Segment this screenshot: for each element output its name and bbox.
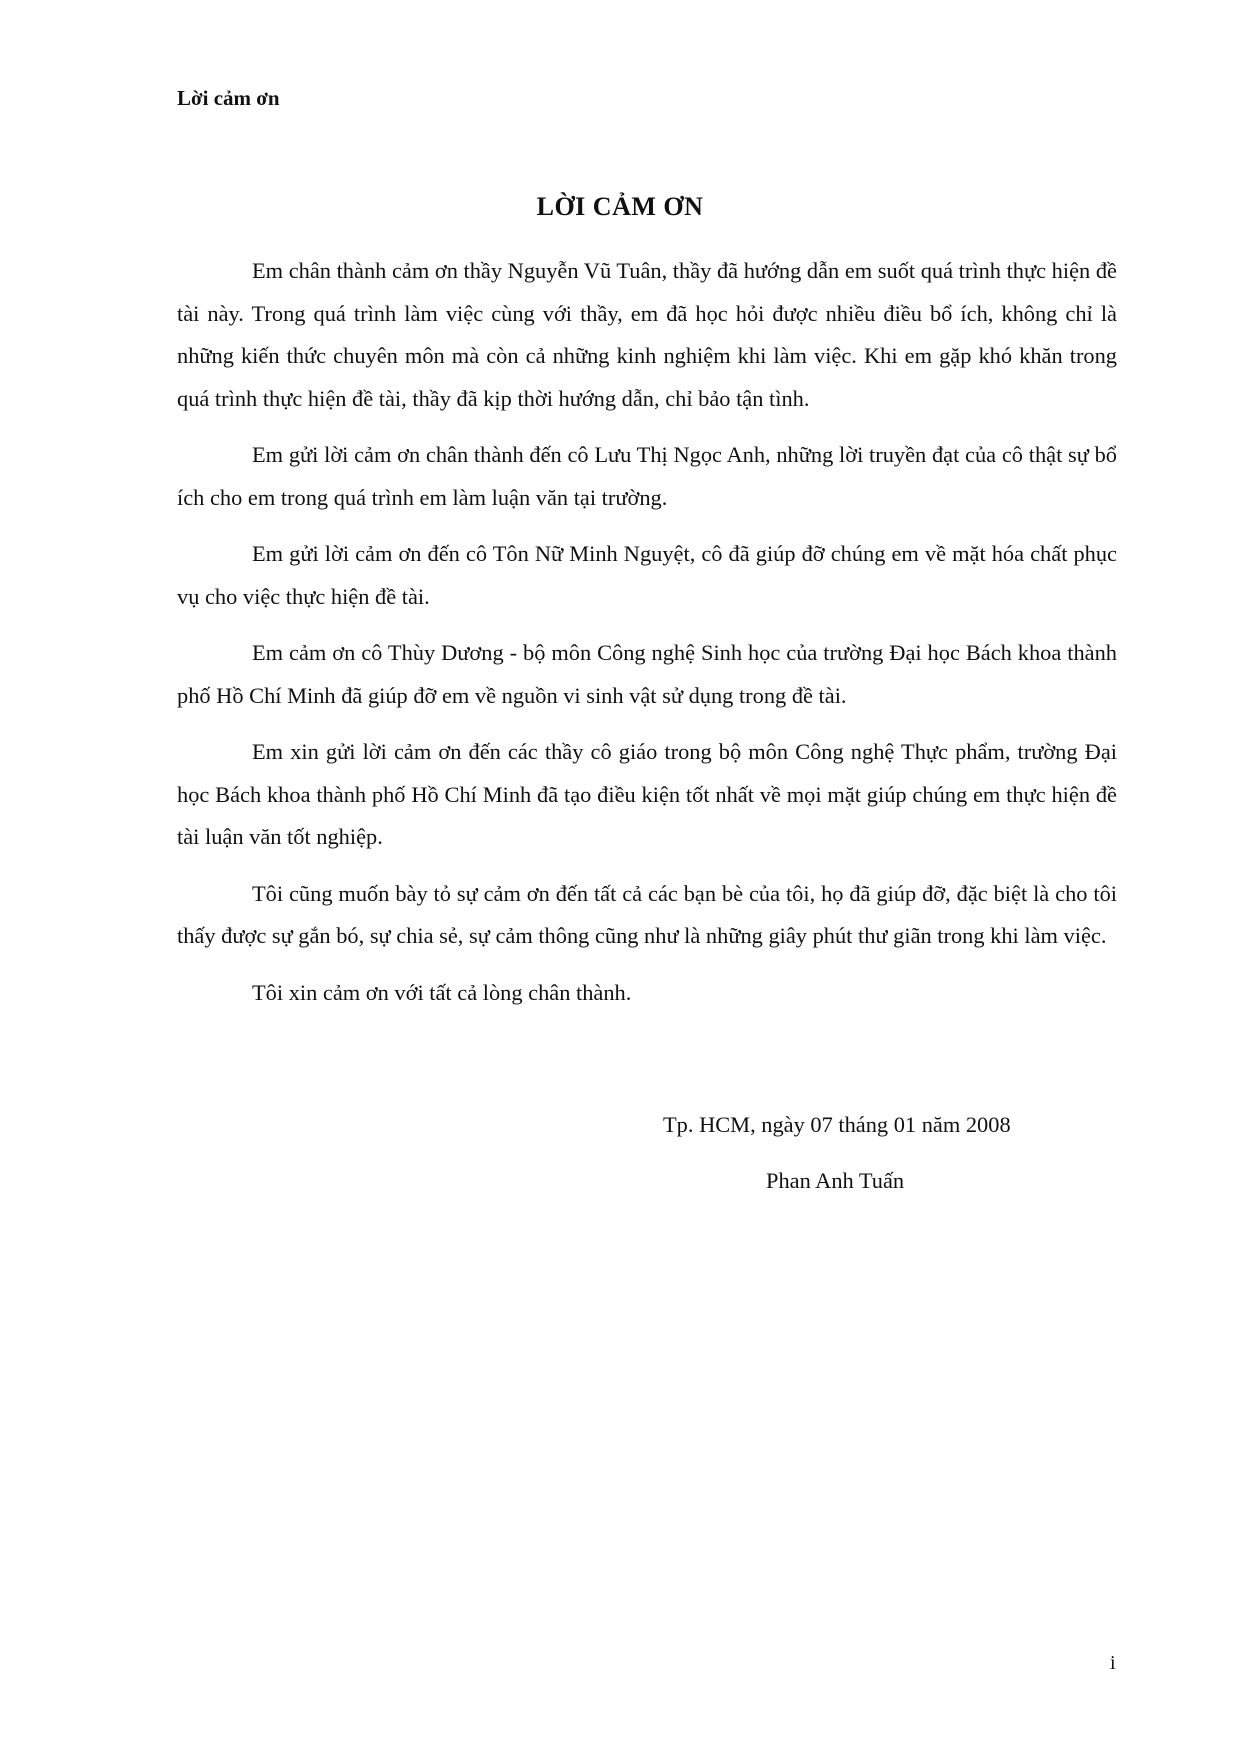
page-number: i: [1110, 1652, 1116, 1674]
paragraph-4: Em cảm ơn cô Thùy Dương - bộ môn Công nghệ Sinh học của trường Đại học Bách khoa thành phố Hồ Chí Minh đã giúp đỡ em về nguồn vi sinh vật sử dụng trong đề tài.: [177, 640, 1117, 708]
paragraph-2: Em gửi lời cảm ơn chân thành đến cô Lưu Thị Ngọc Anh, những lời truyền đạt của cô thật sự bổ ích cho em trong quá trình em làm luận văn tại trường.: [177, 442, 1117, 510]
acknowledgement-body: [177, 250, 1117, 1028]
signer-name: Phan Anh Tuấn: [766, 1168, 905, 1193]
page-title: LỜI CẢM ƠN: [536, 192, 704, 221]
paragraph-1: Em chân thành cảm ơn thầy Nguyễn Vũ Tuân, thầy đã hướng dẫn em suốt quá trình thực hiện đề tài này. Trong quá trình làm việc cùng với thầy, em đã học hỏi được nhiều điều bổ ích, không chỉ là những kiến thức chuyên môn mà còn cả những kinh nghiệm khi làm việc. Khi em gặp khó khăn trong quá trình thực hiện đề tài, thầy đã kịp thời hướng dẫn, chỉ bảo tận tình.: [177, 258, 1117, 411]
paragraph-3: Em gửi lời cảm ơn đến cô Tôn Nữ Minh Nguyệt, cô đã giúp đỡ chúng em về mặt hóa chất phục vụ cho việc thực hiện đề tài.: [177, 541, 1117, 609]
paragraph-7: Tôi xin cảm ơn với tất cả lòng chân thành.: [252, 979, 632, 1005]
paragraph-6: Tôi cũng muốn bày tỏ sự cảm ơn đến tất cả các bạn bè của tôi, họ đã giúp đỡ, đặc biệt là cho tôi thấy được sự gắn bó, sự chia sẻ, sự cảm thông cũng như là những giây phút thư giãn trong khi làm việc.: [177, 880, 1117, 948]
paragraph-5: Em xin gửi lời cảm ơn đến các thầy cô giáo trong bộ môn Công nghệ Thực phẩm, trường Đại học Bách khoa thành phố Hồ Chí Minh đã tạo điều kiện tốt nhất về mọi mặt giúp chúng em thực hiện đề tài luận văn tốt nghiệp.: [177, 739, 1117, 849]
date-line: Tp. HCM, ngày 07 tháng 01 năm 2008: [663, 1112, 1011, 1137]
running-header: Lời cảm ơn: [177, 86, 280, 110]
